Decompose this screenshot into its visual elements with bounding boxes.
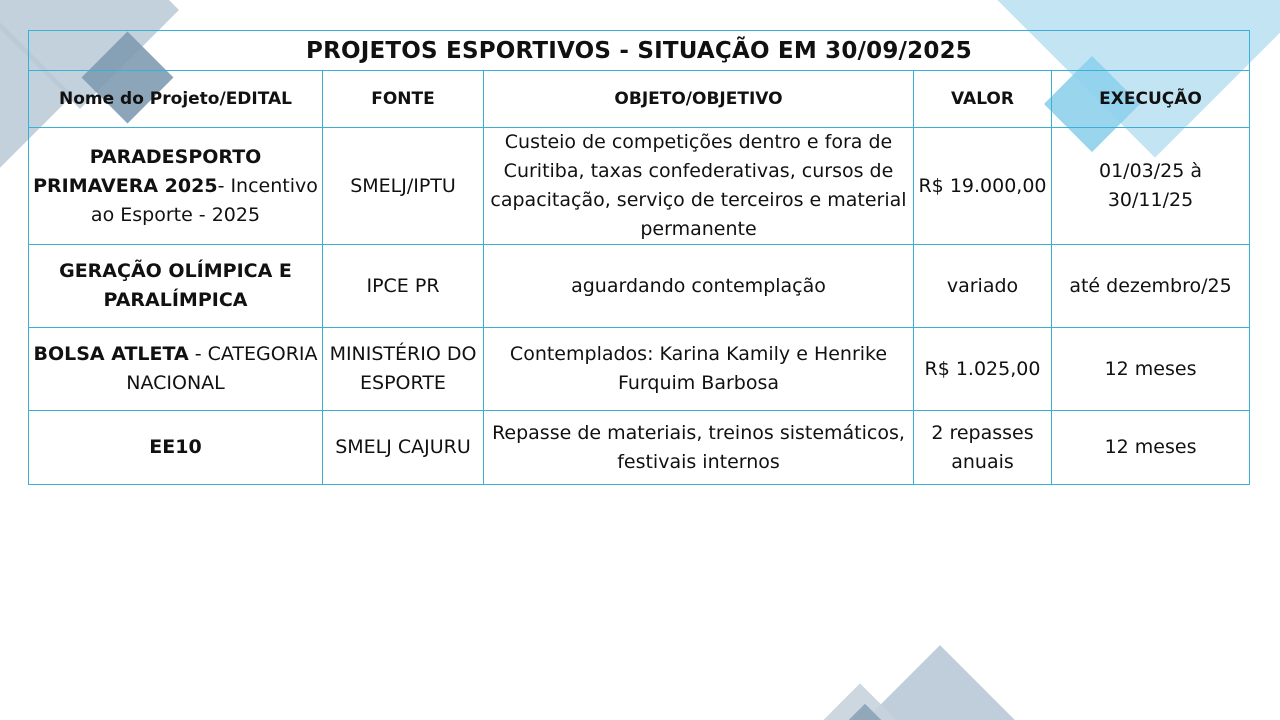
header-objeto: OBJETO/OBJETIVO — [484, 71, 914, 128]
projects-table-wrapper — [28, 30, 1249, 485]
objeto-text: Contemplados: Karina Kamily e Henrike Furquim Barbosa — [509, 343, 888, 394]
execucao-cell: 12 meses — [1052, 411, 1250, 485]
valor-cell — [914, 411, 1052, 485]
execucao-cell: até dezembro/25 — [1052, 245, 1250, 328]
objeto-cell — [484, 328, 914, 411]
objeto-cell: Repasse de materiais, treinos sistemáticos, festivais internos — [484, 411, 914, 485]
project-name-bold: BOLSA ATLETA — [33, 343, 189, 365]
objeto-cell: aguardando contemplação — [484, 245, 914, 328]
execucao-text: 01/03/25 à 30/11/25 — [1099, 160, 1203, 211]
project-name-cell — [29, 128, 323, 245]
project-name-cell — [29, 328, 323, 411]
project-name-bold: GERAÇÃO OLÍMPICA E PARALÍMPICA — [59, 260, 292, 311]
table-row — [29, 245, 1250, 328]
project-name-cell — [29, 411, 323, 485]
execucao-cell: 12 meses — [1052, 328, 1250, 411]
project-name-bold: PARADESPORTO PRIMAVERA 2025 — [33, 145, 262, 197]
project-name-rest: - Incentivo ao Esporte - 2025 — [90, 174, 318, 226]
valor-cell: R$ 19.000,00 — [914, 128, 1052, 245]
valor-cell: variado — [914, 245, 1052, 328]
table-row — [29, 328, 1250, 411]
objeto-cell: Custeio de competições dentro e fora de Curitiba, taxas confederativas, cursos de capacitação, serviço de terceiros e material permanente — [484, 128, 914, 245]
header-name: Nome do Projeto/EDITAL — [29, 71, 323, 128]
project-name-cell — [29, 245, 323, 328]
header-execucao: EXECUÇÃO — [1052, 71, 1250, 128]
fonte-cell: IPCE PR — [323, 245, 484, 328]
execucao-cell — [1052, 128, 1250, 245]
table-title: PROJETOS ESPORTIVOS - SITUAÇÃO EM 30/09/2025 — [29, 31, 1250, 71]
header-fonte: FONTE — [323, 71, 484, 128]
fonte-cell: SMELJ CAJURU — [323, 411, 484, 485]
table-row — [29, 411, 1250, 485]
fonte-cell: SMELJ/IPTU — [323, 128, 484, 245]
table-row — [29, 128, 1250, 245]
header-valor: VALOR — [914, 71, 1052, 128]
project-name-bold: EE10 — [149, 436, 202, 458]
fonte-cell: MINISTÉRIO DO ESPORTE — [323, 328, 484, 411]
valor-text: 2 repasses anuais — [931, 421, 1034, 473]
project-name-rest: - CATEGORIA NACIONAL — [126, 343, 318, 394]
valor-cell: R$ 1.025,00 — [914, 328, 1052, 411]
projects-table — [28, 30, 1250, 485]
